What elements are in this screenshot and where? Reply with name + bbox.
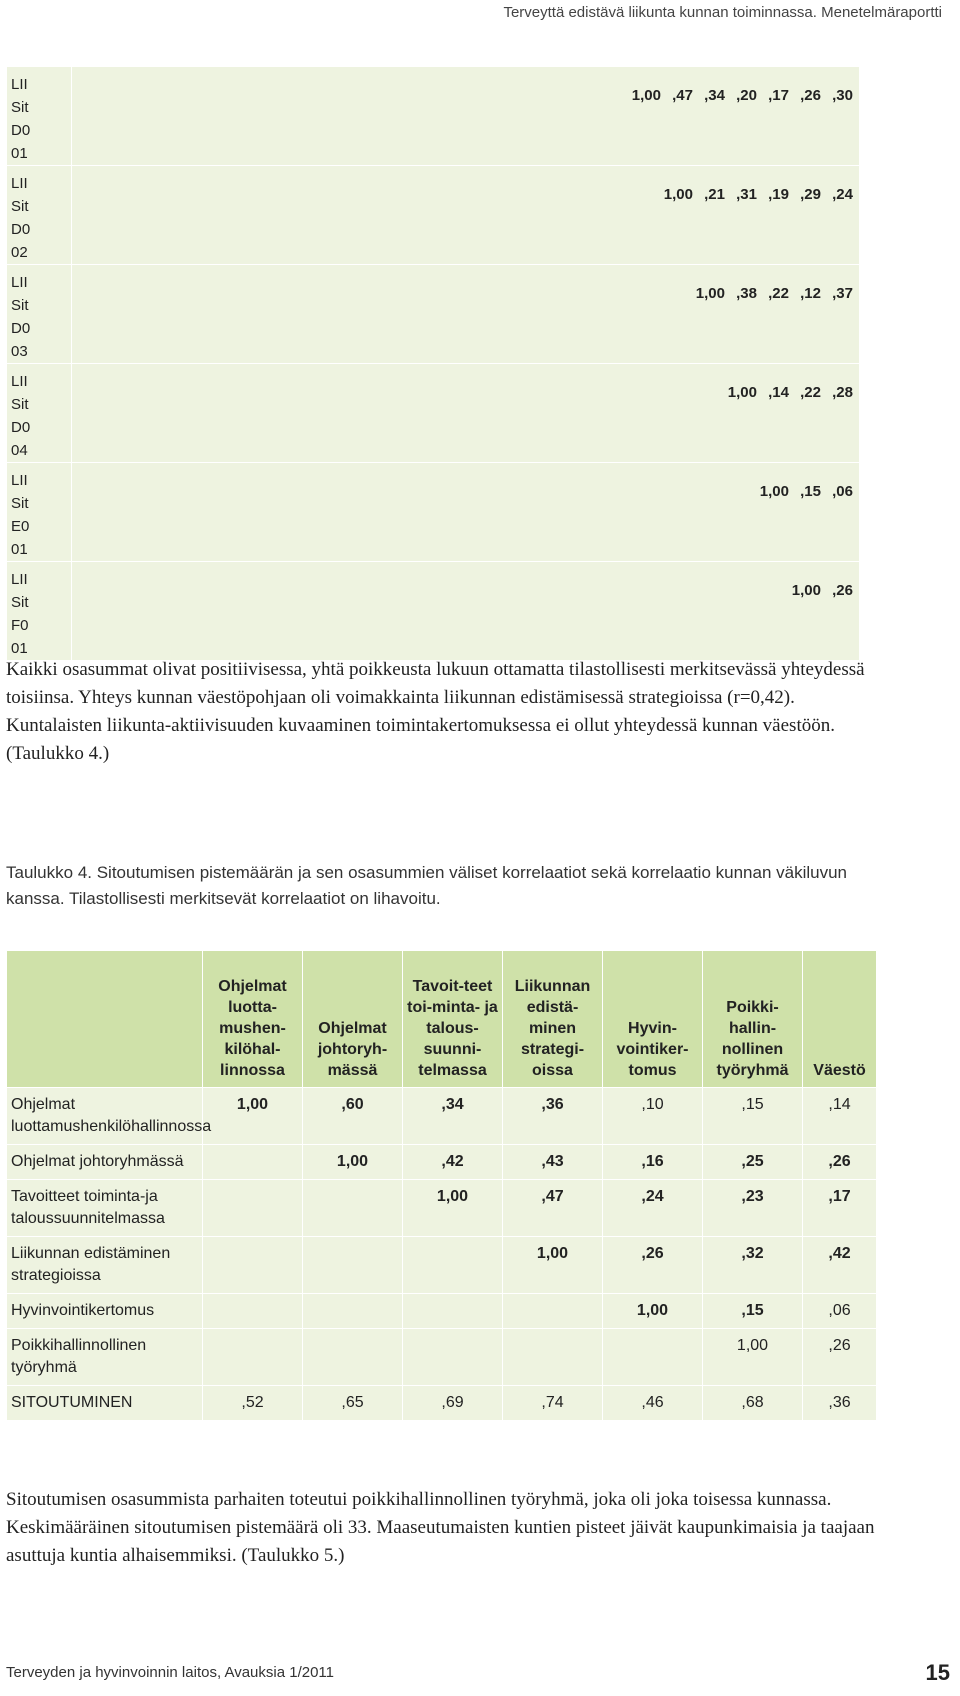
- table-cell: ,68: [703, 1386, 803, 1421]
- column-header: Liikunnan edistä-minen strategi-oissa: [503, 951, 603, 1088]
- table-cell: ,15: [703, 1088, 803, 1145]
- row-label: LII Sit E0 01: [7, 463, 72, 562]
- table-row: [7, 364, 860, 463]
- row-values: 1,00 ,38 ,22 ,12 ,37: [72, 265, 860, 364]
- table-cell: ,26: [803, 1329, 877, 1386]
- row-label: Hyvinvointikertomus: [7, 1294, 203, 1329]
- column-header: Poikki-hallin-nollinen työryhmä: [703, 951, 803, 1088]
- table-cell: [303, 1180, 403, 1237]
- table-row: [7, 1180, 877, 1237]
- column-header: Ohjelmat luotta-mushen-kilöhal-linnossa: [203, 951, 303, 1088]
- table-cell: ,06: [803, 1294, 877, 1329]
- table-cell: ,36: [803, 1386, 877, 1421]
- row-label: Liikunnan edistäminen strategioissa: [7, 1237, 203, 1294]
- table-cell: ,60: [303, 1088, 403, 1145]
- table-cell: ,46: [603, 1386, 703, 1421]
- row-label: Tavoitteet toiminta-ja taloussuunnitelmassa: [7, 1180, 203, 1237]
- table-cell: [303, 1329, 403, 1386]
- table-cell: 1,00: [603, 1294, 703, 1329]
- table-cell: ,24: [603, 1180, 703, 1237]
- table-row: [7, 265, 860, 364]
- table-cell: ,42: [803, 1237, 877, 1294]
- row-values: 1,00 ,47 ,34 ,20 ,17 ,26 ,30: [72, 67, 860, 166]
- table-cell: ,47: [503, 1180, 603, 1237]
- table-cell: ,42: [403, 1145, 503, 1180]
- table-row: [7, 1145, 877, 1180]
- row-label: SITOUTUMINEN: [7, 1386, 203, 1421]
- table-cell: 1,00: [703, 1329, 803, 1386]
- table-cell: ,69: [403, 1386, 503, 1421]
- table-cell: [403, 1294, 503, 1329]
- table-cell: ,15: [703, 1294, 803, 1329]
- table-cell: [303, 1294, 403, 1329]
- table-header-row: [7, 951, 877, 1088]
- table-cell: ,74: [503, 1386, 603, 1421]
- column-header: Hyvin-vointiker-tomus: [603, 951, 703, 1088]
- correlation-table-top: [6, 66, 860, 661]
- table-cell: ,17: [803, 1180, 877, 1237]
- table-row: [7, 1386, 877, 1421]
- table-cell: ,14: [803, 1088, 877, 1145]
- table-cell: ,52: [203, 1386, 303, 1421]
- table-cell: ,16: [603, 1145, 703, 1180]
- table-cell: ,34: [403, 1088, 503, 1145]
- table-cell: ,23: [703, 1180, 803, 1237]
- column-header: Ohjelmat johtoryh-mässä: [303, 951, 403, 1088]
- table-cell: [403, 1329, 503, 1386]
- table-cell: ,36: [503, 1088, 603, 1145]
- column-header: Väestö: [803, 951, 877, 1088]
- table-row: [7, 1237, 877, 1294]
- table-cell: ,32: [703, 1237, 803, 1294]
- table-cell: [203, 1145, 303, 1180]
- row-values: 1,00 ,15 ,06: [72, 463, 860, 562]
- table-cell: 1,00: [403, 1180, 503, 1237]
- table-row: [7, 463, 860, 562]
- table-row: [7, 166, 860, 265]
- table-cell: [303, 1237, 403, 1294]
- column-header: Tavoit-teet toi-minta- ja talous-suunni-telmassa: [403, 951, 503, 1088]
- table-row: [7, 67, 860, 166]
- row-values: 1,00 ,26: [72, 562, 860, 661]
- table-cell: [403, 1237, 503, 1294]
- table-cell: [603, 1329, 703, 1386]
- table-caption: Taulukko 4. Sitoutumisen pistemäärän ja sen osasummien väliset korrelaatiot sekä korrelaatio kunnan väkiluvun kanssa. Tilastollisesti merkitsevät korrelaatiot on lihavoitu.: [6, 863, 847, 908]
- table-cell: ,10: [603, 1088, 703, 1145]
- table-cell: 1,00: [203, 1088, 303, 1145]
- correlation-table-4: [6, 950, 877, 1421]
- table-cell: [203, 1237, 303, 1294]
- table-row: [7, 1329, 877, 1386]
- table-row: [7, 562, 860, 661]
- table-cell: [203, 1329, 303, 1386]
- table-cell: [203, 1180, 303, 1237]
- table-cell: [503, 1294, 603, 1329]
- row-label: LII Sit F0 01: [7, 562, 72, 661]
- row-label: Poikkihallinnollinen työryhmä: [7, 1329, 203, 1386]
- row-values: 1,00 ,21 ,31 ,19 ,29 ,24: [72, 166, 860, 265]
- table-cell: ,65: [303, 1386, 403, 1421]
- row-label: LII Sit D0 02: [7, 166, 72, 265]
- table-cell: 1,00: [303, 1145, 403, 1180]
- row-label: LII Sit D0 01: [7, 67, 72, 166]
- running-title: Terveyttä edistävä liikunta kunnan toiminnassa. Menetelmäraportti: [503, 4, 942, 21]
- table-cell: 1,00: [503, 1237, 603, 1294]
- header-corner: [7, 951, 203, 1088]
- page-number: 15: [925, 1660, 950, 1685]
- table-row: [7, 1088, 877, 1145]
- body-paragraph: Sitoutumisen osasummista parhaiten toteutui poikkihallinnollinen työryhmä, joka oli joka toisessa kunnassa. Keskimääräinen sitoutumisen pistemäärä oli 33. Maaseutumaisten kuntien pisteet jäivät kaupunkimaisia ja taajaan asuttuja kuntia alhaisemmiksi. (Taulukko 5.): [6, 1489, 875, 1566]
- row-values: 1,00 ,14 ,22 ,28: [72, 364, 860, 463]
- table-cell: ,26: [603, 1237, 703, 1294]
- table-cell: ,26: [803, 1145, 877, 1180]
- table-cell: ,25: [703, 1145, 803, 1180]
- row-label: LII Sit D0 03: [7, 265, 72, 364]
- row-label: Ohjelmat luottamushenkilöhallinnossa: [7, 1088, 203, 1145]
- table-cell: ,43: [503, 1145, 603, 1180]
- body-paragraph: Kaikki osasummat olivat positiivisessa, yhtä poikkeusta lukuun ottamatta tilastollisesti merkitsevässä yhteydessä toisiinsa. Yhteys kunnan väestöpohjaan oli voimakkainta liikunnan edistämisessä strategioissa (r=0,42). Kuntalaisten liikunta-aktiivisuuden kuvaaminen toimintakertomuksessa ei ollut yhteydessä kunnan väestöön. (Taulukko 4.): [6, 659, 865, 764]
- table-cell: [203, 1294, 303, 1329]
- footer-publisher: Terveyden ja hyvinvoinnin laitos, Avauksia 1/2011: [6, 1664, 334, 1681]
- table-cell: [503, 1329, 603, 1386]
- table-row: [7, 1294, 877, 1329]
- row-label: Ohjelmat johtoryhmässä: [7, 1145, 203, 1180]
- row-label: LII Sit D0 04: [7, 364, 72, 463]
